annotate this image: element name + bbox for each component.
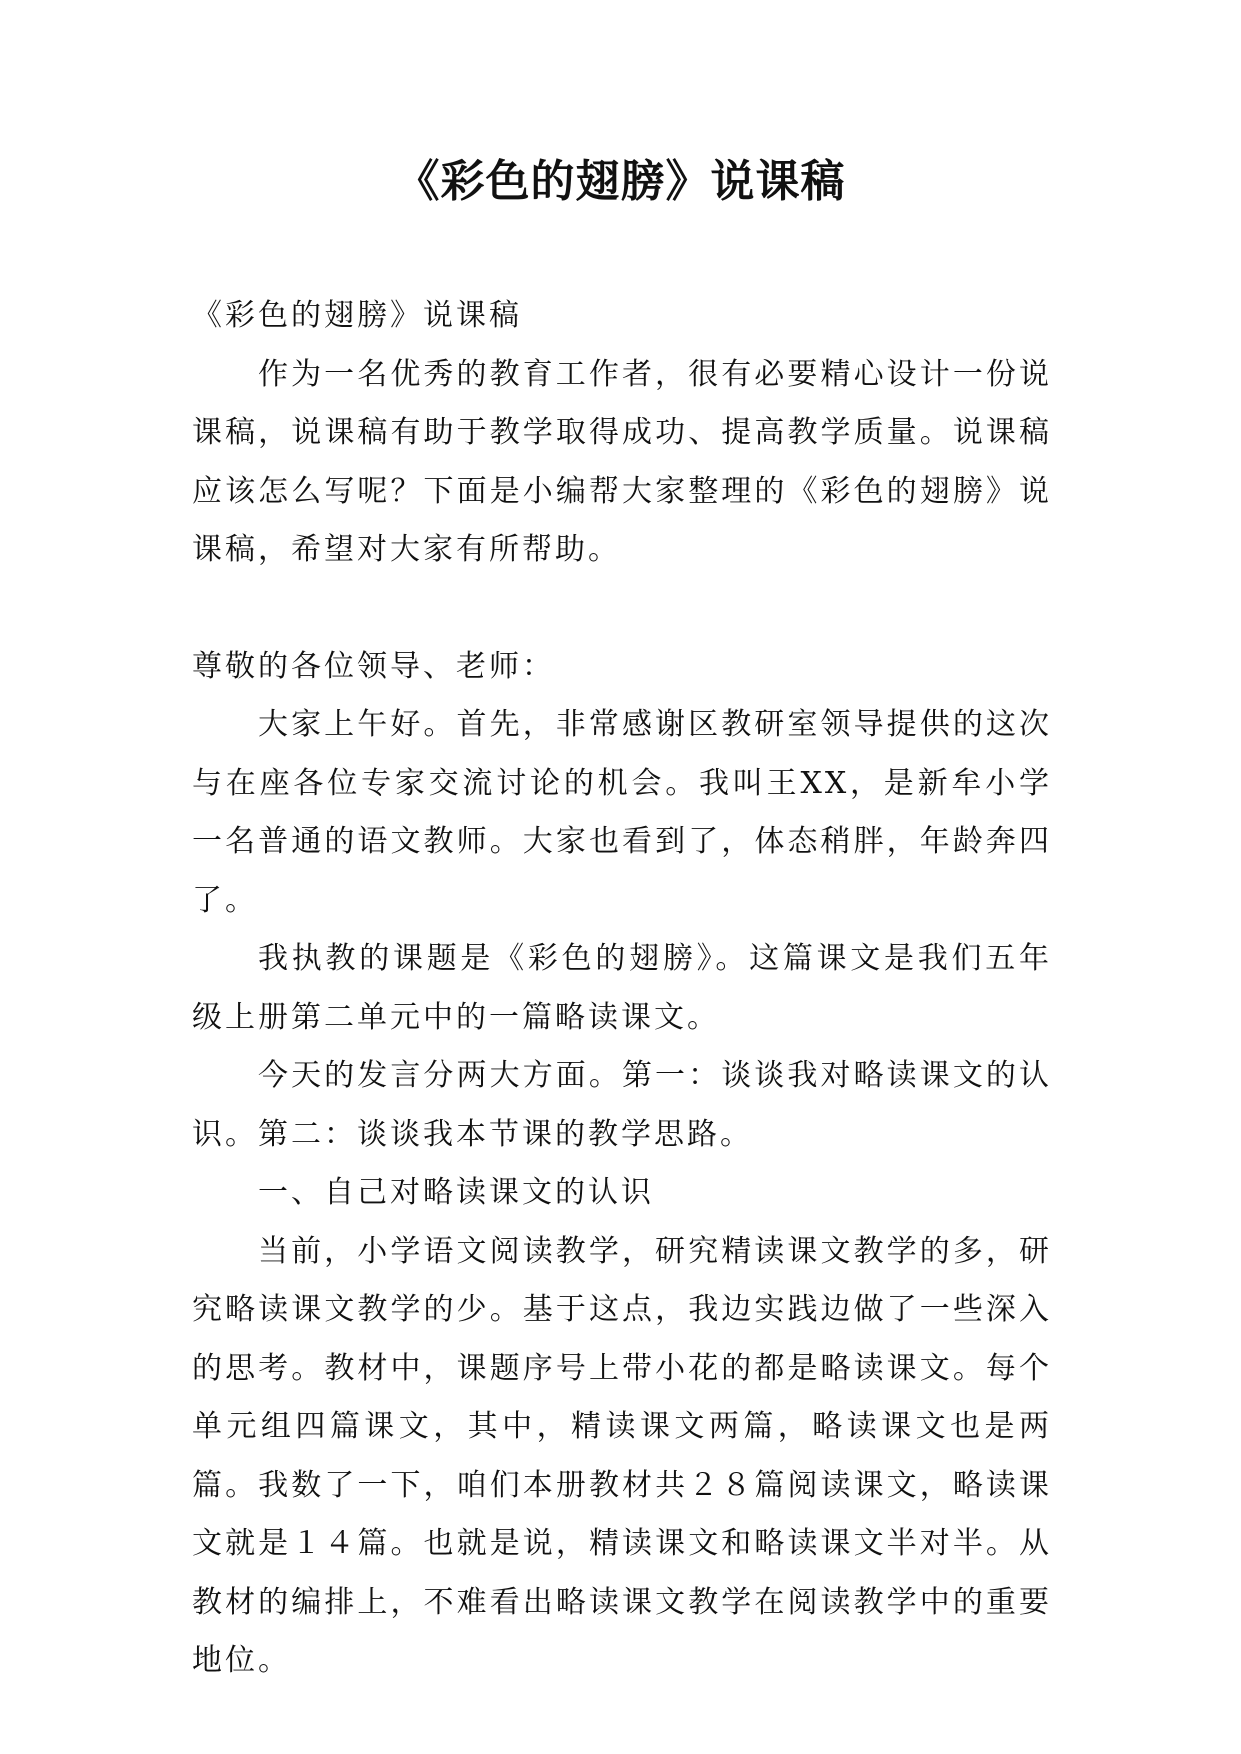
topic-paragraph: 我执教的课题是《彩色的翅膀》。这篇课文是我们五年级上册第二单元中的一篇略读课文。: [192, 941, 1052, 1035]
section-heading: 一、自己对略读课文的认识: [258, 1175, 654, 1210]
subtitle-paragraph: 《彩色的翅膀》说课稿: [192, 298, 522, 333]
salutation-paragraph: 尊敬的各位领导、老师：: [192, 648, 555, 684]
section-paragraph: 当前，小学语文阅读教学，研究精读课文教学的多，研究略读课文教学的少。基于这点，我边实践边做了一些深入的思考。教材中，课题序号上带小花的都是略读课文。每个单元组四篇课文，其中，精读课文两篇，略读课文也是两篇。我数了一下，咱们本册教材共２８篇阅读课文，略读课文就是１４篇。也就是说，精读课文和略读课文半对半。从教材的编排上，不难看出略读课文教学在阅读教学中的重要地位。: [192, 1233, 1052, 1678]
outline-paragraph: 今天的发言分两大方面。第一：谈谈我对略读课文的认识。第二：谈谈我本节课的教学思路。: [192, 1058, 1052, 1152]
greeting-paragraph: 大家上午好。首先，非常感谢区教研室领导提供的这次与在座各位专家交流讨论的机会。我叫王XX，是新牟小学一名普通的语文教师。大家也看到了，体态稍胖，年龄奔四了。: [192, 707, 1052, 918]
document-title: 《彩色的翅膀》说课稿: [395, 156, 846, 207]
document-body: [192, 287, 1052, 1691]
intro-paragraph: 作为一名优秀的教育工作者，很有必要精心设计一份说课稿，说课稿有助于教学取得成功、提高教学质量。说课稿应该怎么写呢？下面是小编帮大家整理的《彩色的翅膀》说课稿，希望对大家有所帮助。: [192, 356, 1052, 567]
